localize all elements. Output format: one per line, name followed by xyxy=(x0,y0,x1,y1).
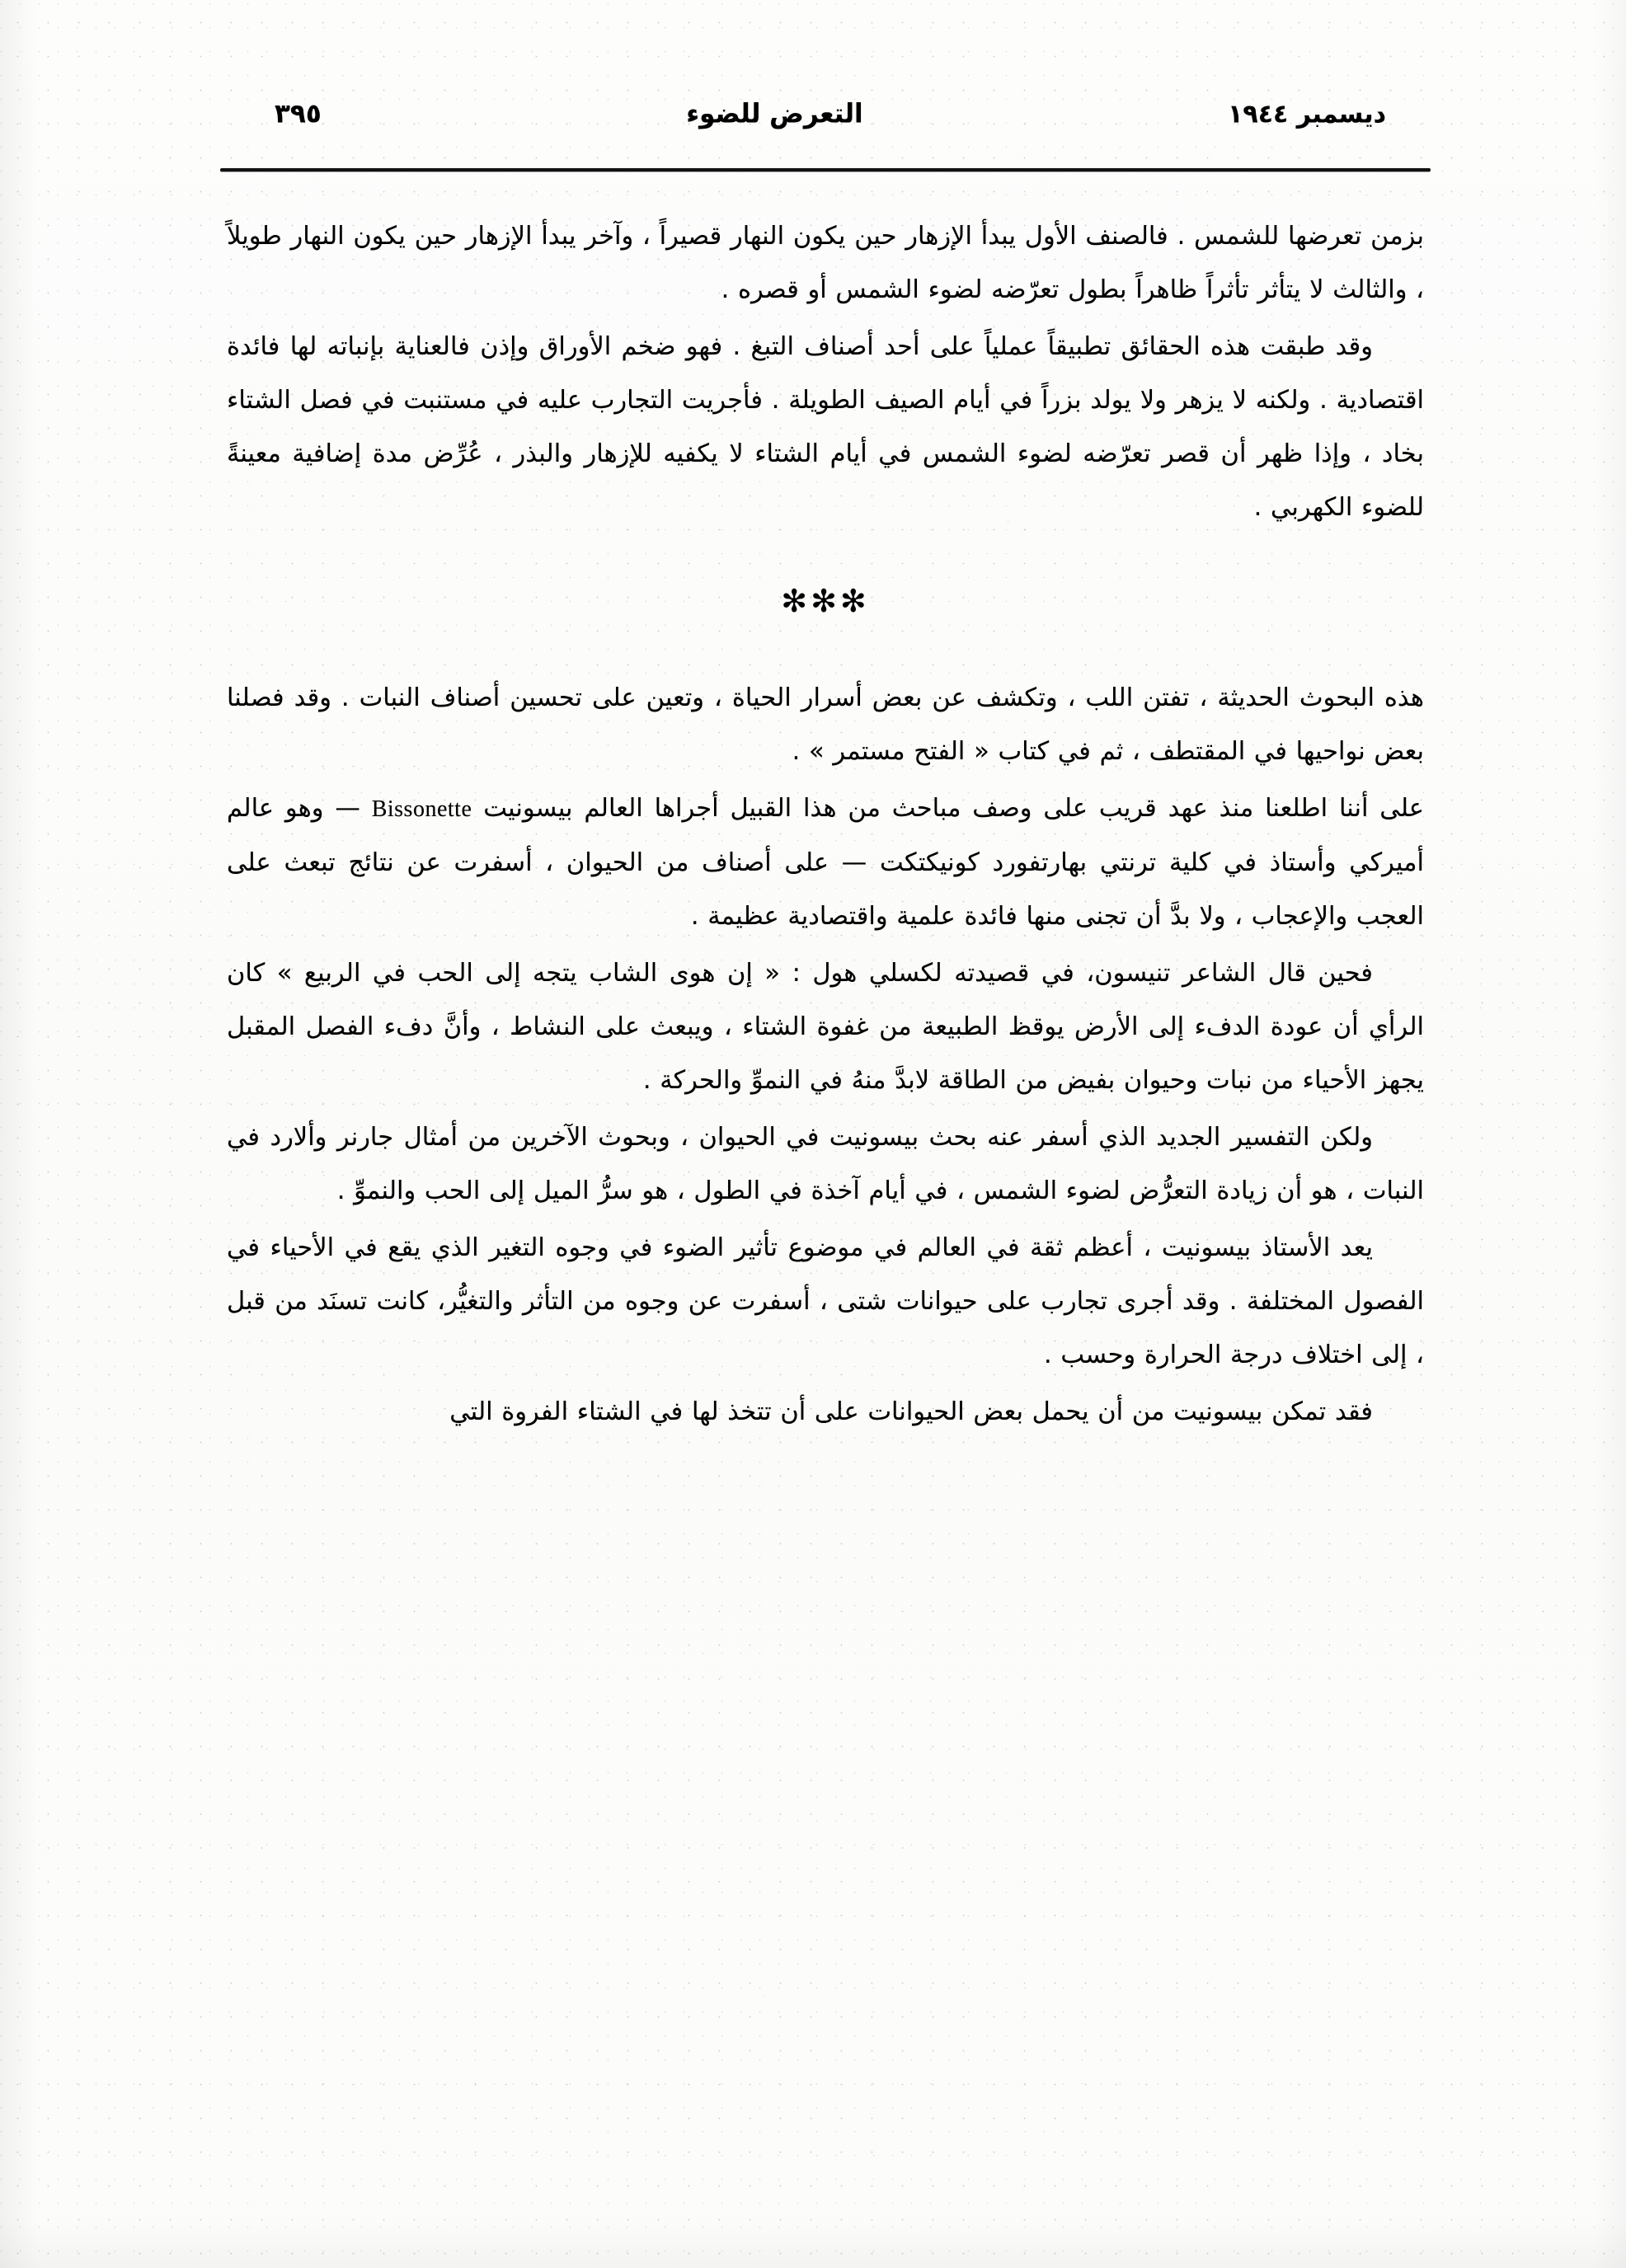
page-number: ٣٩٥ xyxy=(275,98,322,129)
page-content xyxy=(210,99,1439,1442)
paragraph: هذه البحوث الحديثة ، تفتن اللب ، وتكشف عن بعض أسرار الحياة ، وتعين على تحسين أصناف النبات . وقد فصلنا بعض نواحيها في المقتطف ، ثم في كتاب « الفتح مستمر » . xyxy=(227,683,1424,766)
paragraph: بزمن تعرضها للشمس . فالصنف الأول يبدأ الإزهار حين يكون النهار قصيراً ، وآخر يبدأ الإزهار حين يكون النهار طويلاً ، والثالث لا يتأثر تأثراً ظاهراً بطول تعرّضه لضوء الشمس أو قصره . xyxy=(227,222,1424,304)
header-rule xyxy=(220,168,1431,171)
paragraph: وقد طبقت هذه الحقائق تطبيقاً عملياً على أحد أصناف التبغ . فهو ضخم الأوراق وإذن فالعناية بإنباته لها فائدة اقتصادية . ولكنه لا يزهر ولا يولد بزراً في أيام الصيف الطويلة . فأجريت التجارب عليه في مستنبت في فصل الشتاء بخاد ، وإذا ظهر أن قصر تعرّضه لضوء الشمس في أيام الشتاء لا يكفيه للإزهار والبذر ، عُرِّض مدة إضافية معينةً للضوء الكهربي . xyxy=(227,332,1424,522)
page-title: التعرض للضوء xyxy=(686,98,863,129)
page-edge-shadow-bottom xyxy=(0,2219,1626,2268)
paragraph: يعد الأستاذ بيسونيت ، أعظم ثقة في العالم في موضوع تأثير الضوء في وجوه التغير الذي يقع في الأحياء في الفصول المختلفة . وقد أجرى تجارب على حيوانات شتى ، أسفرت عن وجوه من التأثر والتغيُّر، كانت تسنَد من قبل ، إلى اختلاف درجة الحرارة وحسب . xyxy=(227,1233,1424,1369)
section-separator: ✻✻✻ xyxy=(781,583,870,619)
paragraph-with-latin-name xyxy=(227,782,1424,943)
paragraph-text-before-latin: على أننا اطلعنا منذ عهد قريب على وصف مباحث من هذا القبيل أجراها العالم بيسونيت xyxy=(483,794,1424,823)
paragraph-text-after-latin: — وهو عالم أميركي وأستاذ في كلية ترنتي بهارتفورد كونيكتكت — على أصناف من الحيوان ، أسفرت عن نتائج تبعث على العجب والإعجاب ، ولا بدَّ أن تجنى منها فائدة علمية واقتصادية عظيمة . xyxy=(227,794,1424,931)
researcher-name-latin: Bissonette xyxy=(371,796,472,822)
page-edge-shadow-right xyxy=(1593,0,1626,2268)
paragraph: فقد تمكن بيسونيت من أن يحمل بعض الحيوانات على أن تتخذ لها في الشتاء الفروة التي xyxy=(449,1397,1373,1426)
paragraph: ولكن التفسير الجديد الذي أسفر عنه بحث بيسونيت في الحيوان ، وبحوث الآخرين من أمثال جارنر وألارد في النبات ، هو أن زيادة التعرُّض لضوء الشمس ، في أيام آخذة في الطول ، هو سرُّ الميل إلى الحب والنموِّ . xyxy=(227,1123,1424,1205)
running-head xyxy=(210,99,1439,160)
page-gutter-shadow xyxy=(0,0,38,2268)
article-body xyxy=(210,209,1439,1439)
paragraph: فحين قال الشاعر تنيسون، في قصيدته لكسلي هول : « إن هوى الشاب يتجه إلى الحب في الربيع » كان الرأي أن عودة الدفء إلى الأرض يوقظ الطبيعة من غفوة الشتاء ، ويبعث على النشاط ، وأنَّ دفء الفصل المقبل يجهز الأحياء من نبات وحيوان بفيض من الطاقة لابدَّ منهُ في النموِّ والحركة . xyxy=(227,959,1424,1095)
issue-date: ديسمبر ١٩٤٤ xyxy=(1228,99,1386,129)
